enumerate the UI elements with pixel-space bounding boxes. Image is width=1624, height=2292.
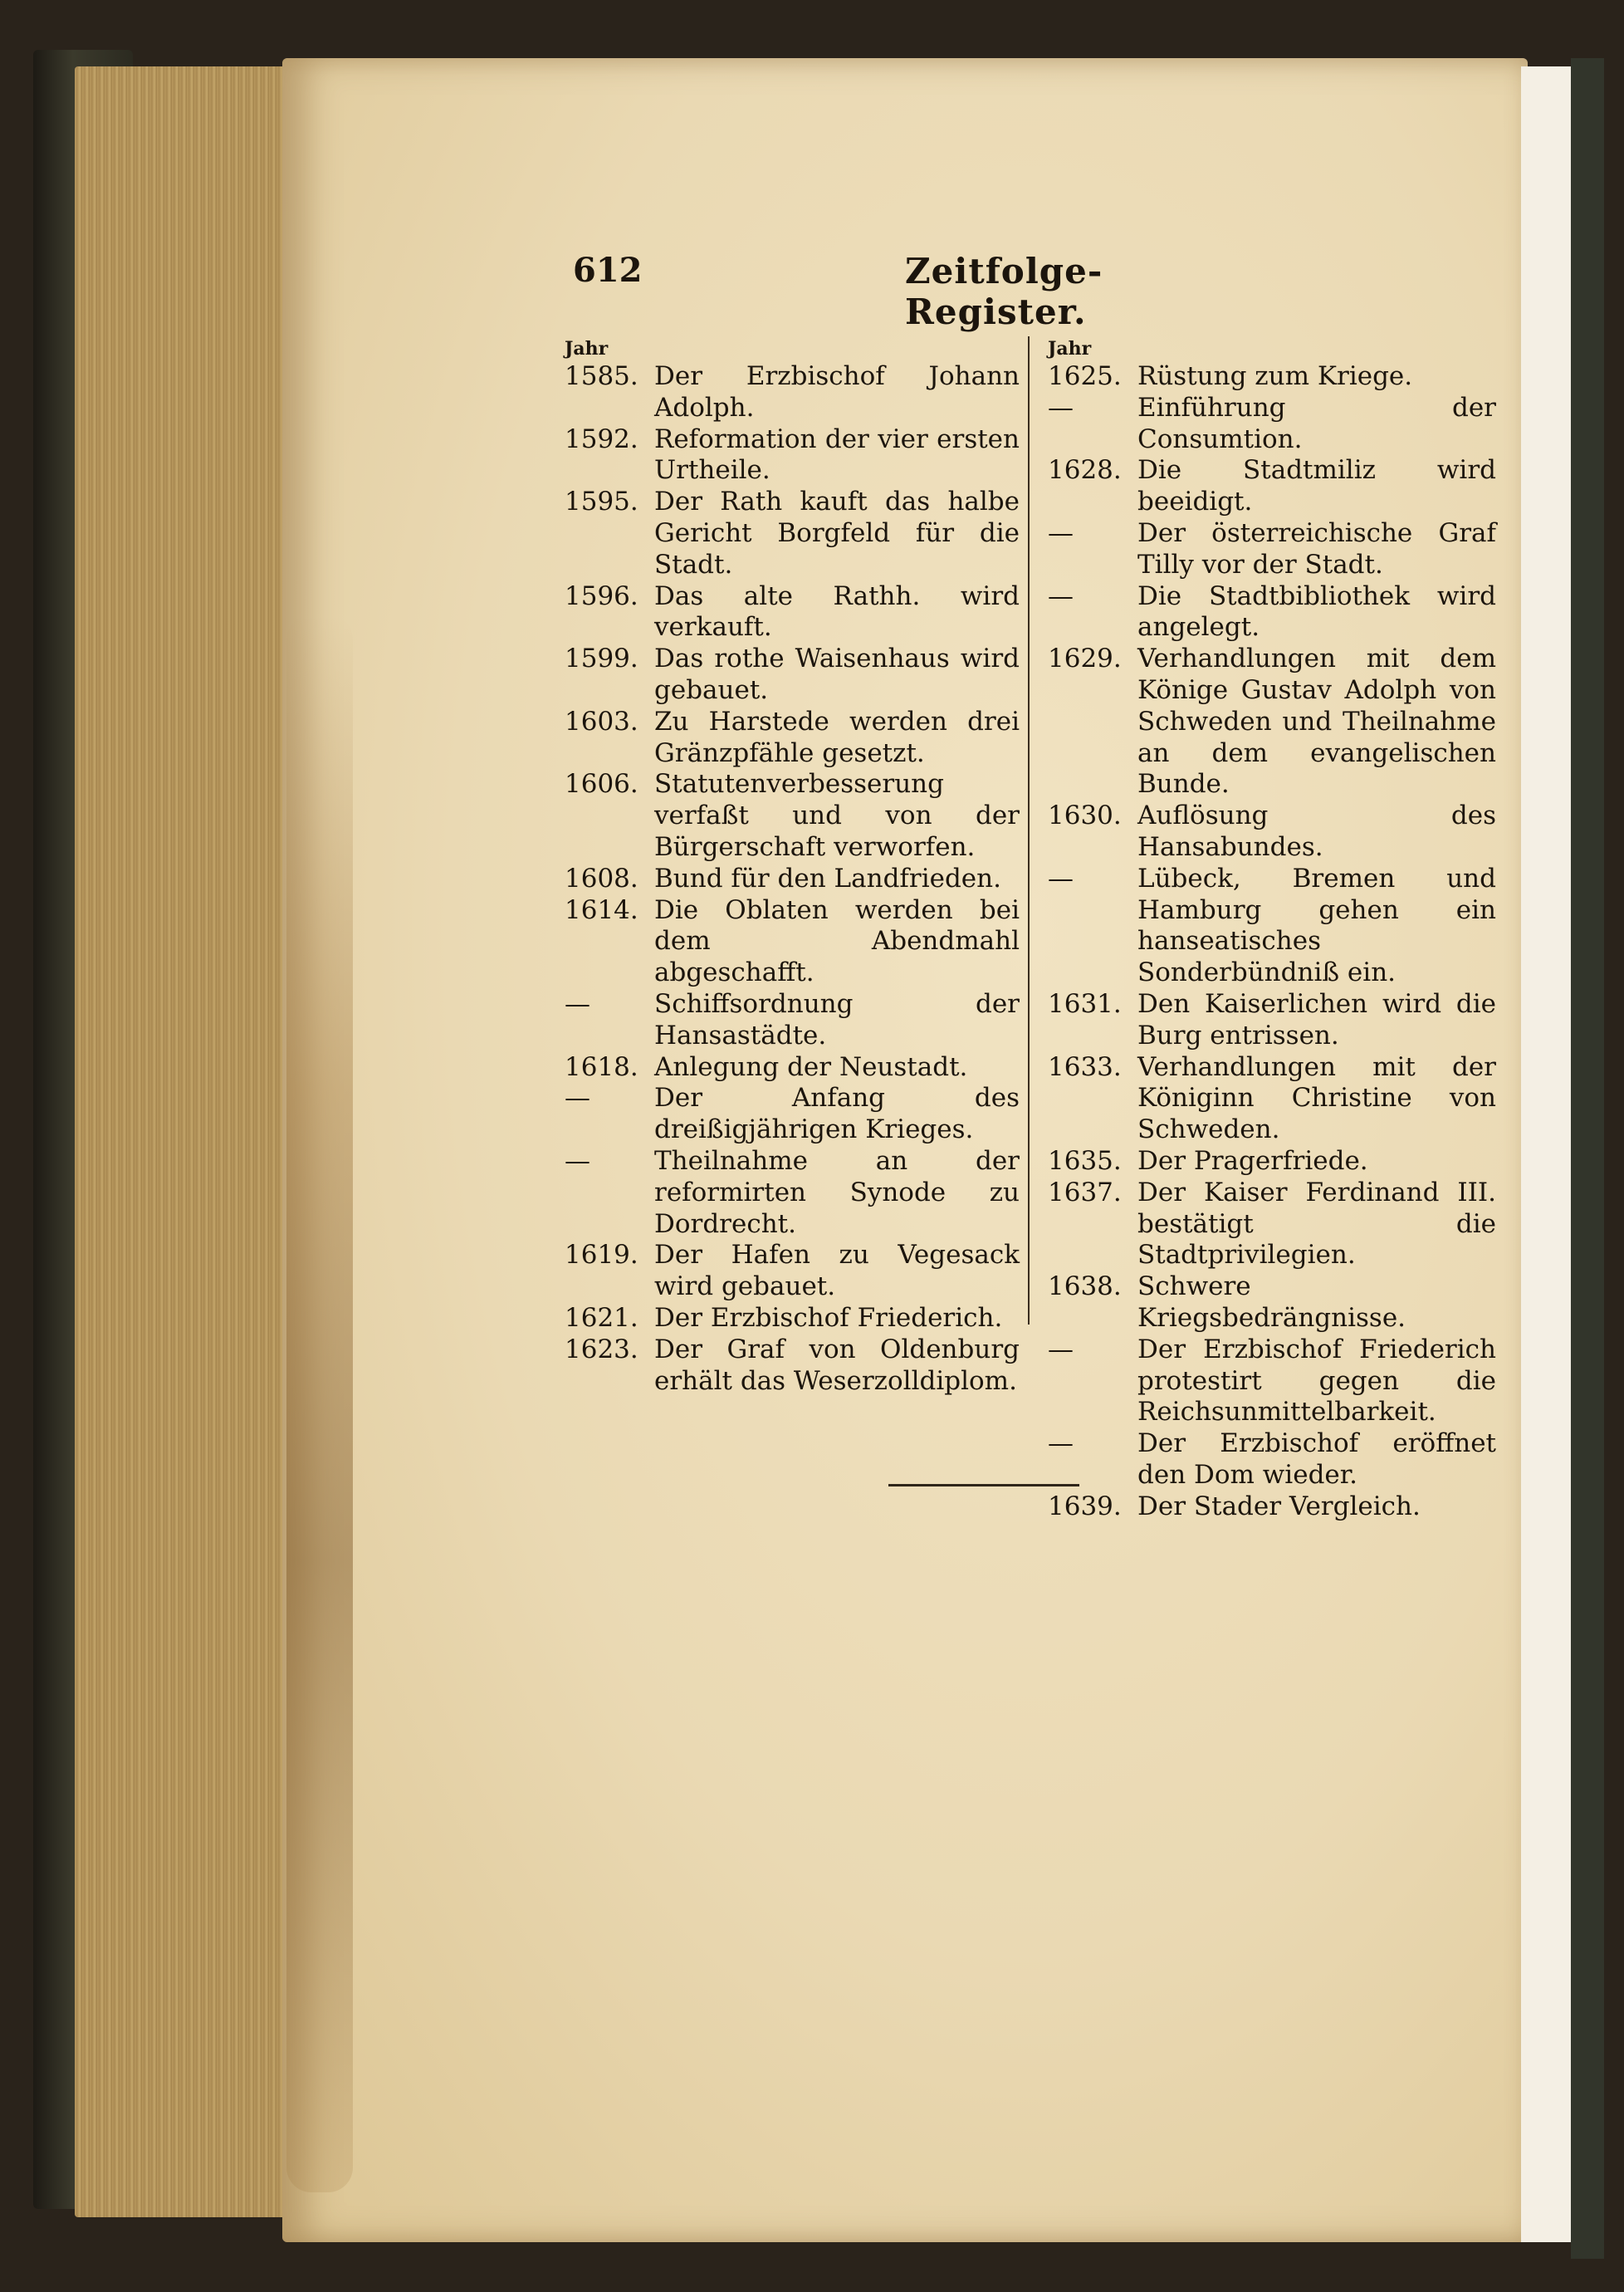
register-entry — [1048, 1271, 1496, 1335]
entry-year: — — [1048, 392, 1074, 423]
entry-year: 1639. — [1048, 1491, 1122, 1521]
entry-year: — — [565, 1145, 590, 1176]
register-entry — [565, 424, 1020, 487]
entry-year: 1623. — [565, 1334, 638, 1364]
entry-text: Auflösung des Hansabundes. — [1137, 801, 1496, 862]
entry-year: 1592. — [565, 424, 638, 454]
year-column-header: Jahr — [1048, 338, 1092, 360]
entry-year: 1631. — [1048, 988, 1122, 1019]
entry-year: 1596. — [565, 580, 638, 611]
entry-year: 1628. — [1048, 455, 1122, 486]
entry-text: Schiffsordnung der Hansastädte. — [654, 988, 1020, 1050]
entry-year: 1635. — [1048, 1145, 1122, 1176]
entry-year: 1585. — [565, 361, 638, 391]
entry-year: 1630. — [1048, 801, 1122, 831]
register-entry — [565, 487, 1020, 580]
register-entry — [1048, 1428, 1496, 1491]
entry-text: Der Pragerfriede. — [1137, 1145, 1368, 1176]
entry-year: 1625. — [1048, 361, 1122, 391]
entry-text: Der Erzbischof Friederich protestirt gegen die Reichsunmittelbarkeit. — [1137, 1334, 1496, 1428]
entry-text: Der Graf von Oldenburg erhält das Weserzolldiplom. — [654, 1334, 1020, 1396]
register-entry — [565, 989, 1020, 1052]
entry-text: Anlegung der Neustadt. — [654, 1051, 968, 1082]
entry-text: Den Kaiserlichen wird die Burg entrissen. — [1137, 988, 1496, 1050]
entry-year: 1608. — [565, 863, 638, 894]
entry-text: Verhandlungen mit der Königinn Christine von Schweden. — [1137, 1051, 1496, 1145]
entry-year: — — [1048, 580, 1074, 611]
register-entry — [1048, 518, 1496, 581]
entry-year: 1619. — [565, 1240, 638, 1271]
register-entry — [565, 895, 1020, 989]
entry-text: Statutenverbesserung verfaßt und von der Bürgerschaft verworfen. — [654, 769, 1020, 862]
entry-year: 1595. — [565, 487, 638, 517]
entry-year: — — [565, 988, 590, 1019]
register-entry — [1048, 864, 1496, 989]
entry-text: Der Erzbischof Friederich. — [654, 1302, 1003, 1333]
entry-text: Der Rath kauft das halbe Gericht Borgfeld für die Stadt. — [654, 487, 1020, 580]
year-column-header: Jahr — [565, 338, 609, 360]
entry-text: Der Anfang des dreißigjährigen Krieges. — [654, 1083, 1020, 1145]
entry-text: Der Kaiser Ferdinand III. bestätigt die Stadtprivilegien. — [1137, 1177, 1496, 1271]
register-entry — [1048, 393, 1496, 456]
entry-year: 1621. — [565, 1302, 638, 1333]
entry-year: 1638. — [1048, 1271, 1122, 1302]
page-stain — [286, 615, 353, 2192]
register-entry — [565, 644, 1020, 707]
page-number: 612 — [573, 251, 643, 290]
entry-year: — — [1048, 517, 1074, 548]
entry-year: — — [1048, 1334, 1074, 1364]
register-entry — [1048, 455, 1496, 518]
register-entry — [565, 864, 1020, 895]
left-column — [565, 336, 1020, 1397]
register-entry — [565, 361, 1020, 424]
entry-year: — — [565, 1083, 590, 1114]
entry-text: Bund für den Landfrieden. — [654, 863, 1001, 894]
entry-text: Der Hafen zu Vegesack wird gebauet. — [654, 1240, 1020, 1302]
entry-text: Der Stader Vergleich. — [1137, 1491, 1421, 1521]
register-entry — [1048, 1146, 1496, 1178]
entry-text: Der Erzbischof eröffnet den Dom wieder. — [1137, 1428, 1496, 1490]
register-entry — [1048, 1178, 1496, 1271]
entry-text: Die Stadtmiliz wird beeidigt. — [1137, 455, 1496, 517]
entry-text: Die Stadtbibliothek wird angelegt. — [1137, 580, 1496, 643]
entry-year: — — [1048, 1428, 1074, 1459]
entry-year: 1606. — [565, 769, 638, 800]
book-cover-right — [1571, 58, 1604, 2259]
entry-text: Zu Harstede werden drei Gränzpfähle gesetzt. — [654, 706, 1020, 768]
entry-text: Verhandlungen mit dem Könige Gustav Adolph von Schweden und Theilnahme an dem evangelischen Bunde. — [1137, 644, 1496, 800]
register-entry — [565, 707, 1020, 770]
entry-year: 1629. — [1048, 644, 1122, 674]
register-entry — [1048, 1052, 1496, 1146]
entry-text: Reformation der vier ersten Urtheile. — [654, 424, 1020, 486]
register-entry — [565, 1052, 1020, 1084]
register-entry — [565, 1240, 1020, 1303]
page-title: Zeitfolge-Register. — [905, 251, 1103, 332]
column-divider — [1028, 336, 1030, 1325]
entry-text: Einführung der Consumtion. — [1137, 392, 1496, 454]
end-rule — [888, 1484, 1079, 1486]
register-entry — [1048, 989, 1496, 1052]
entry-text: Das rothe Waisenhaus wird gebauet. — [654, 644, 1020, 705]
entry-year: 1637. — [1048, 1177, 1122, 1207]
entry-year: 1614. — [565, 894, 638, 925]
register-entry — [1048, 801, 1496, 864]
entry-text: Theilnahme an der reformirten Synode zu Dordrecht. — [654, 1145, 1020, 1239]
entry-year: 1618. — [565, 1051, 638, 1082]
right-column — [1048, 336, 1496, 1522]
register-entry — [1048, 361, 1496, 393]
register-entry — [1048, 1491, 1496, 1523]
entry-year: 1599. — [565, 644, 638, 674]
entry-text: Lübeck, Bremen und Hamburg gehen ein hanseatisches Sonderbündniß ein. — [1137, 863, 1496, 988]
entry-text: Rüstung zum Kriege. — [1137, 361, 1413, 391]
page-edges — [75, 66, 291, 2217]
entry-text: Schwere Kriegsbedrängnisse. — [1137, 1271, 1406, 1333]
register-entry — [1048, 581, 1496, 644]
entry-text: Der Erzbischof Johann Adolph. — [654, 361, 1020, 423]
entry-year: 1603. — [565, 706, 638, 737]
entry-text: Das alte Rathh. wird verkauft. — [654, 580, 1020, 643]
register-entry — [565, 581, 1020, 644]
entry-text: Die Oblaten werden bei dem Abendmahl abgeschafft. — [654, 894, 1020, 988]
facing-page-edge — [1521, 66, 1571, 2242]
register-entry — [565, 1303, 1020, 1335]
register-entry — [565, 1083, 1020, 1146]
register-entry — [565, 1146, 1020, 1240]
running-head — [573, 251, 1187, 332]
entry-year: 1633. — [1048, 1051, 1122, 1082]
register-entry — [1048, 644, 1496, 801]
entry-year: — — [1048, 863, 1074, 894]
register-entry — [565, 769, 1020, 863]
entry-text: Der österreichische Graf Tilly vor der Stadt. — [1137, 517, 1496, 580]
register-entry — [565, 1335, 1020, 1398]
register-entry — [1048, 1335, 1496, 1428]
